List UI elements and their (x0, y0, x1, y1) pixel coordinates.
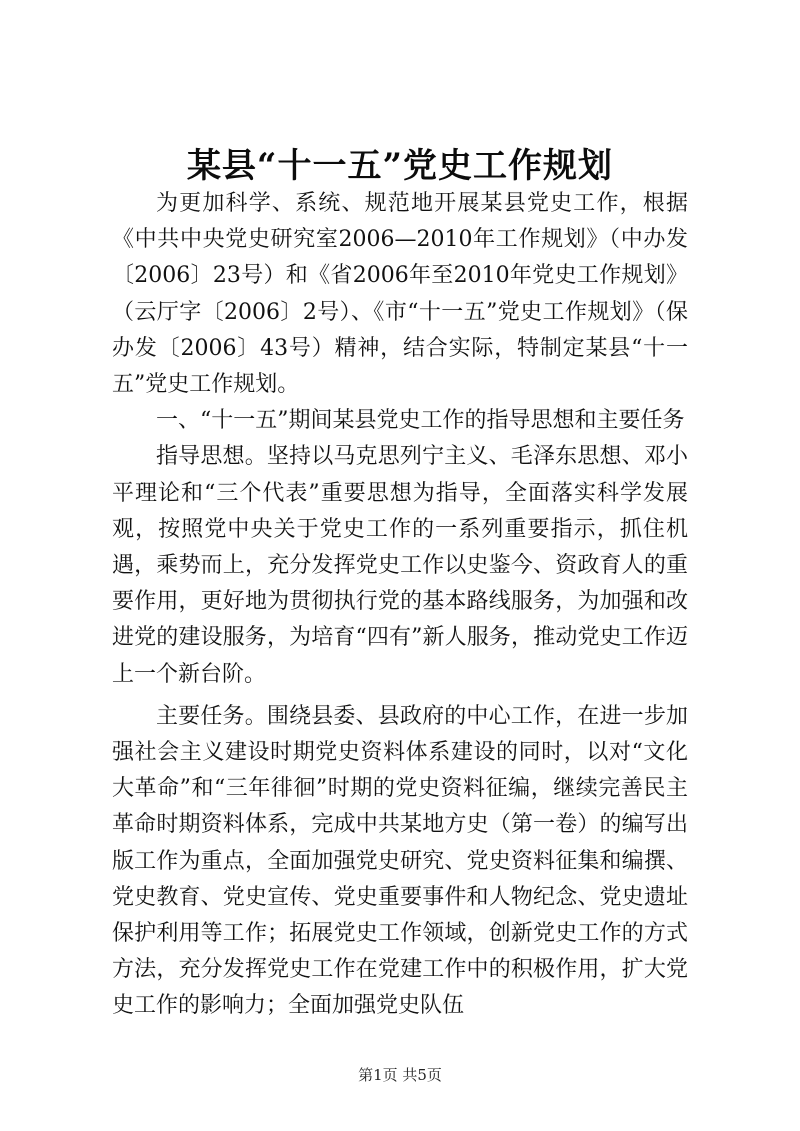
page-footer: 第1页 共5页 (358, 1066, 442, 1084)
main-tasks-paragraph: 主要任务。围绕县委、县政府的中心工作，在进一步加强社会主义建设时期党史资料体系建设的同时，以对“文化大革命”和“三年徘徊”时期的党史资料征编，继续完善民主革命时期资料体系，完成中共某地方史（第一卷）的编写出版工作为重点，全面加强党史研究、党史资料征集和编撰、党史教育、党史宣传、党史重要事件和人物纪念、党史遗址保护利用等工作；拓展党史工作领域，创新党史工作的方式方法，充分发挥党史工作在党建工作中的积极作用，扩大党史工作的影响力；全面加强党史队伍 (112, 703, 688, 1019)
intro-paragraph: 为更加科学、系统、规范地开展某县党史工作，根据《中共中央党史研究室2006—2010年工作规划》（中办发〔2006〕23号）和《省2006年至2010年党史工作规划》（云厅字〔2006〕2号）、《市“十一五”党史工作规划》（保办发〔2006〕43号）精神，结合实际，特制定某县“十一五”党史工作规划。 (112, 191, 688, 398)
document-body (112, 186, 688, 1025)
section-heading: 一、“十一五”期间某县党史工作的指导思想和主要任务 (156, 408, 685, 434)
document-title: 某县“十一五”党史工作规划 (186, 146, 614, 186)
guiding-ideology-paragraph: 指导思想。坚持以马克思列宁主义、毛泽东思想、邓小平理论和“三个代表”重要思想为指导，全面落实科学发展观，按照党中央关于党史工作的一系列重要指示，抓住机遇，乘势而上，充分发挥党史工作以史鉴今、资政育人的重要作用，更好地为贯彻执行党的基本路线服务，为加强和改进党的建设服务，为培育“四有”新人服务，推动党史工作迈上一个新台阶。 (112, 444, 688, 687)
